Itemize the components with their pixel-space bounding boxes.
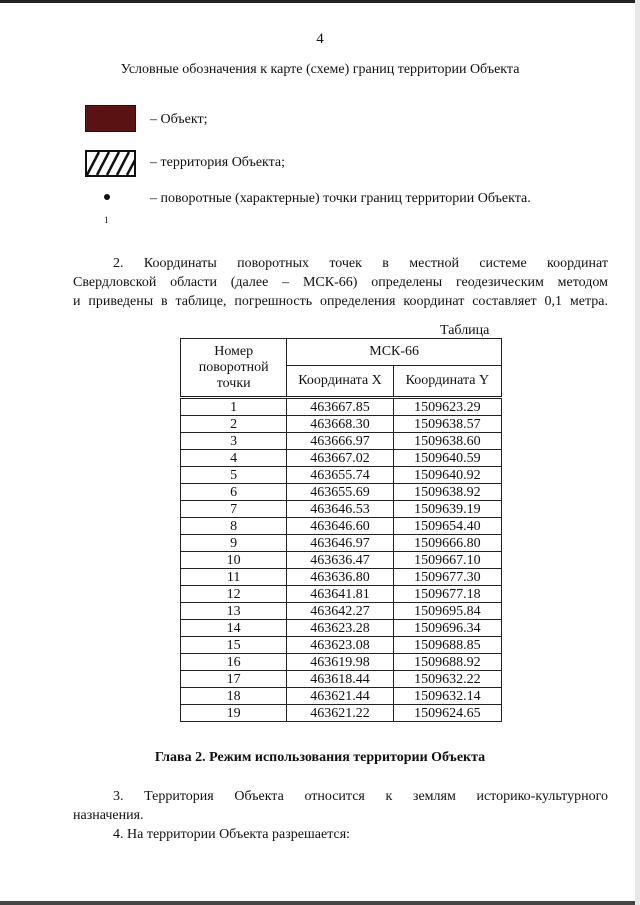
table-row xyxy=(181,398,502,416)
table-row xyxy=(181,484,502,501)
cell-point-number: 18 xyxy=(181,688,287,705)
table-row xyxy=(181,569,502,586)
table-row xyxy=(181,637,502,654)
cell-coordinate-y: 1509695.84 xyxy=(393,603,501,620)
table-row xyxy=(181,450,502,467)
cell-coordinate-x: 463668.30 xyxy=(287,416,393,433)
legend-points-label: – поворотные (характерные) точки границ территории Объекта. xyxy=(150,191,531,206)
cell-coordinate-x: 463636.47 xyxy=(287,552,393,569)
cell-point-number: 15 xyxy=(181,637,287,654)
turning-point-dot-icon xyxy=(104,194,110,200)
table-row xyxy=(181,603,502,620)
table-row xyxy=(181,705,502,722)
cell-coordinate-x: 463655.69 xyxy=(287,484,393,501)
cell-coordinate-y: 1509654.40 xyxy=(393,518,501,535)
cell-coordinate-y: 1509632.14 xyxy=(393,688,501,705)
cell-coordinate-y: 1509638.57 xyxy=(393,416,501,433)
cell-point-number: 2 xyxy=(181,416,287,433)
cell-coordinate-x: 463618.44 xyxy=(287,671,393,688)
cell-point-number: 3 xyxy=(181,433,287,450)
cell-coordinate-y: 1509638.92 xyxy=(393,484,501,501)
cell-coordinate-x: 463621.44 xyxy=(287,688,393,705)
scan-top-edge xyxy=(0,0,640,3)
cell-coordinate-x: 463619.98 xyxy=(287,654,393,671)
cell-point-number: 14 xyxy=(181,620,287,637)
cell-point-number: 19 xyxy=(181,705,287,722)
table-row xyxy=(181,552,502,569)
cell-coordinate-y: 1509623.29 xyxy=(393,398,501,416)
cell-point-number: 1 xyxy=(181,398,287,416)
cell-coordinate-y: 1509640.59 xyxy=(393,450,501,467)
table-row xyxy=(181,586,502,603)
legend-territory-label: – территория Объекта; xyxy=(150,155,286,170)
cell-coordinate-y: 1509638.60 xyxy=(393,433,501,450)
cell-coordinate-x: 463636.80 xyxy=(287,569,393,586)
cell-coordinate-x: 463642.27 xyxy=(287,603,393,620)
table-row xyxy=(181,433,502,450)
cell-point-number: 4 xyxy=(181,450,287,467)
cell-coordinate-y: 1509688.92 xyxy=(393,654,501,671)
paragraph-2 xyxy=(73,254,608,311)
cell-point-number: 7 xyxy=(181,501,287,518)
page-number: 4 xyxy=(316,31,324,47)
cell-coordinate-y: 1509696.34 xyxy=(393,620,501,637)
cell-coordinate-y: 1509624.65 xyxy=(393,705,501,722)
cell-coordinate-x: 463646.53 xyxy=(287,501,393,518)
cell-coordinate-x: 463641.81 xyxy=(287,586,393,603)
cell-coordinate-x: 463623.28 xyxy=(287,620,393,637)
table-body xyxy=(181,398,502,722)
cell-coordinate-x: 463646.97 xyxy=(287,535,393,552)
header-system: МСК-66 xyxy=(287,339,502,366)
table-row xyxy=(181,688,502,705)
table-row xyxy=(181,620,502,637)
paragraph-2-line-3: и приведены в таблице, погрешность определения координат составляет 0,1 метра. xyxy=(73,294,608,309)
cell-coordinate-y: 1509677.18 xyxy=(393,586,501,603)
cell-point-number: 10 xyxy=(181,552,287,569)
paragraph-3-line-1: 3. Территория Объекта относится к землям историко-культурного xyxy=(113,789,608,804)
header-point-number: Номер поворотной точки xyxy=(181,339,287,398)
header-coordinate-y: Координата Y xyxy=(393,366,501,398)
cell-point-number: 9 xyxy=(181,535,287,552)
paragraph-2-line-2: Свердловской области (далее – МСК-66) определены геодезическим методом xyxy=(73,275,608,290)
cell-coordinate-y: 1509632.22 xyxy=(393,671,501,688)
cell-point-number: 6 xyxy=(181,484,287,501)
cell-coordinate-x: 463666.97 xyxy=(287,433,393,450)
cell-coordinate-y: 1509639.19 xyxy=(393,501,501,518)
cell-coordinate-y: 1509667.10 xyxy=(393,552,501,569)
cell-point-number: 5 xyxy=(181,467,287,484)
cell-coordinate-y: 1509677.30 xyxy=(393,569,501,586)
cell-coordinate-x: 463621.22 xyxy=(287,705,393,722)
table-caption: Таблица xyxy=(440,323,490,338)
cell-point-number: 17 xyxy=(181,671,287,688)
table-row xyxy=(181,501,502,518)
legend-object-label: – Объект; xyxy=(150,112,208,127)
cell-coordinate-y: 1509688.85 xyxy=(393,637,501,654)
cell-coordinate-x: 463667.85 xyxy=(287,398,393,416)
header-coordinate-x: Координата X xyxy=(287,366,393,398)
paragraph-3 xyxy=(73,787,608,825)
cell-point-number: 13 xyxy=(181,603,287,620)
cell-coordinate-x: 463623.08 xyxy=(287,637,393,654)
table-row xyxy=(181,518,502,535)
paragraph-4: 4. На территории Объекта разрешается: xyxy=(113,827,351,842)
hatched-territory-icon xyxy=(85,150,136,177)
scan-right-edge xyxy=(635,0,640,905)
scan-bottom-edge xyxy=(0,901,640,905)
table-row xyxy=(181,535,502,552)
paragraph-3-line-2: назначения. xyxy=(73,808,144,823)
cell-coordinate-x: 463655.74 xyxy=(287,467,393,484)
chapter-title: Глава 2. Режим использования территории Объекта xyxy=(154,750,486,765)
paragraph-2-line-1: 2. Координаты поворотных точек в местной системе координат xyxy=(113,256,608,271)
cell-point-number: 16 xyxy=(181,654,287,671)
table-row xyxy=(181,467,502,484)
table-row xyxy=(181,416,502,433)
cell-point-number: 11 xyxy=(181,569,287,586)
cell-coordinate-y: 1509666.80 xyxy=(393,535,501,552)
cell-coordinate-x: 463667.02 xyxy=(287,450,393,467)
table-row xyxy=(181,671,502,688)
cell-point-number: 12 xyxy=(181,586,287,603)
cell-coordinate-y: 1509640.92 xyxy=(393,467,501,484)
legend-title: Условные обозначения к карте (схеме) границ территории Объекта xyxy=(120,62,520,77)
cell-point-number: 8 xyxy=(181,518,287,535)
cell-coordinate-x: 463646.60 xyxy=(287,518,393,535)
table-row xyxy=(181,654,502,671)
object-swatch-icon xyxy=(85,105,136,132)
coordinates-table xyxy=(180,338,502,722)
turning-point-number: 1 xyxy=(104,215,109,225)
